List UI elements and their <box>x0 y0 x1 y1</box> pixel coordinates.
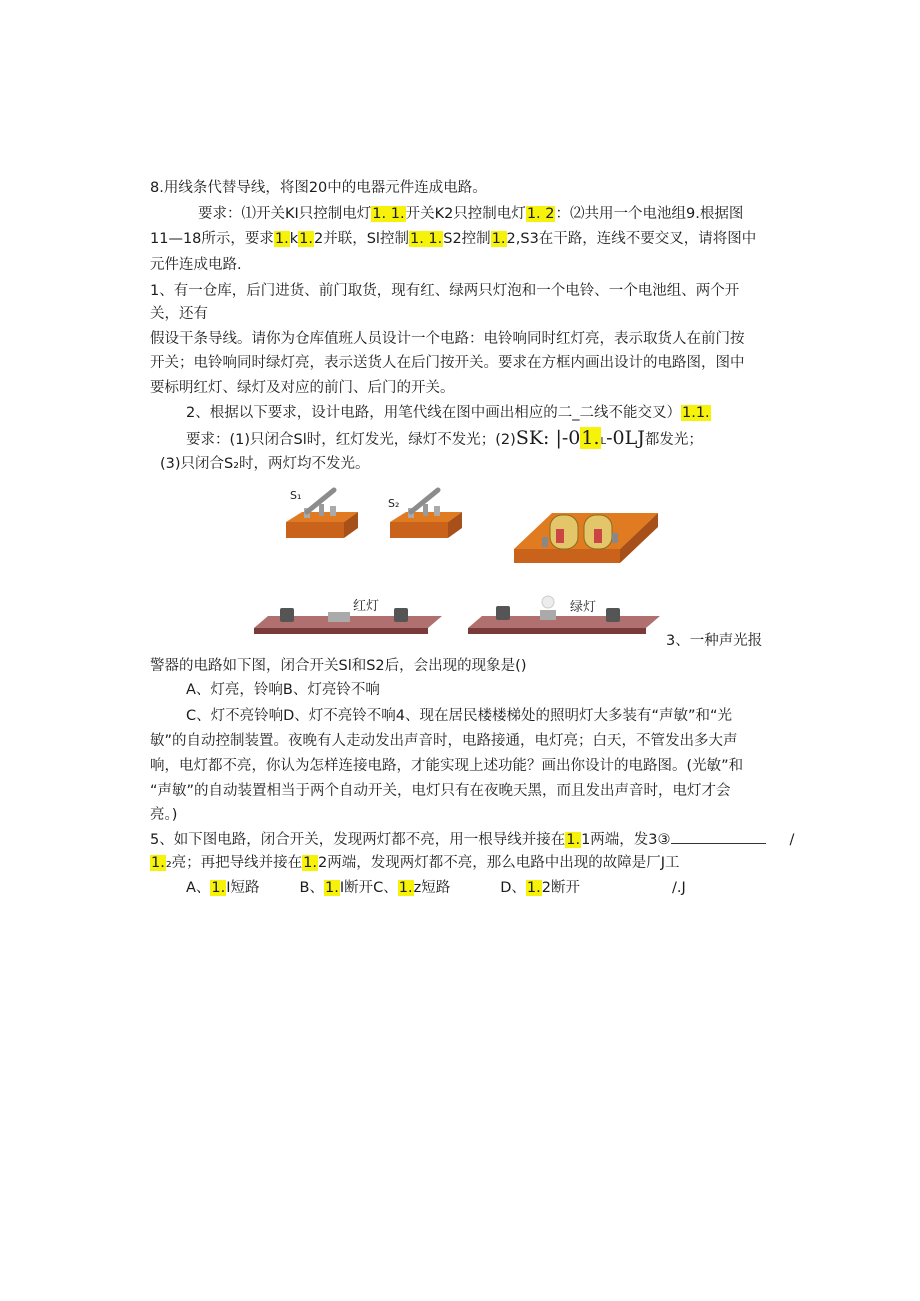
p8-line3: 元件连成电路. <box>150 257 242 273</box>
p1-line4: 开关；电铃响同时绿灯亮，表示送货人在后门按开关。要求在方框内画出设计的电路图，图中 <box>150 355 745 371</box>
battery-figure <box>512 497 662 572</box>
p3-right: 3、一种声光报 <box>666 633 763 649</box>
p8-line2: 11—18所示，要求1.k1.2并联，Sl控制1. 1.S2控制1.2,S3在干路，连线不要交叉，请将图中 <box>150 231 757 247</box>
green-lamp-figure <box>468 594 663 640</box>
green-lamp-label: 绿灯 <box>570 600 597 615</box>
p5-options: A、1.I短路 B、1.I断开C、1.z短路 D、1.2断开 /.J <box>186 880 686 896</box>
p1-line2: 关，还有 <box>150 306 208 322</box>
p8-title: 8.用线条代替导线，将图20中的电器元件连成电路。 <box>150 180 487 196</box>
p2-line3: (3)只闭合S₂时，两灯均不发光。 <box>160 456 370 472</box>
p5-line1: 5、如下图电路，闭合开关，发现两灯都不亮，用一根导线并接在1.1两端，发3③ / <box>150 829 794 850</box>
switch-s2-figure <box>386 482 466 548</box>
p4-line3: 响，电灯都不亮，你认为怎样连接电路，才能实现上述功能？画出你设计的电路图。(光敏”和 <box>150 758 744 774</box>
p4-line1: C、灯不亮铃响D、灯不亮铃不响4、现在居民楼楼梯处的照明灯大多装有“声敏”和“光 <box>186 708 733 724</box>
p3-line2: A、灯亮，铃响B、灯亮铃不响 <box>186 682 380 698</box>
p2-line2: 要求：(1)只闭合Sl时，红灯发光，绿灯不发光；(2)SK: |-01.L-0LJ都发光； <box>186 427 703 449</box>
red-lamp-label: 红灯 <box>353 599 380 614</box>
p1-line5: 要标明红灯、绿灯及对应的前门、后门的开关。 <box>150 380 455 396</box>
p4-line4: “声敏”的自动装置相当于两个自动开关，电灯只有在夜晚天黑，而且发出声音时，电灯才会 <box>150 783 731 799</box>
p4-line2: 敏”的自动控制装置。夜晚有人走动发出声音时，电路接通，电灯亮；白天，不管发出多大声 <box>150 733 738 749</box>
s2-label: S₂ <box>388 497 400 510</box>
p8-line1: 要求：⑴开关KI只控制电灯1. 1.开关K2只控制电灯1. 2：⑵共用一个电池组9.根据图 <box>198 206 744 222</box>
p3-line1: 警器的电路如下图，闭合开关Sl和S2后，会出现的现象是() <box>150 658 527 674</box>
p1-line1: 1、有一仓库，后门进货、前门取货，现有红、绿两只灯泡和一个电铃、一个电池组、两个开 <box>150 283 740 299</box>
p1-line3: 假设干条导线。请你为仓库值班人员设计一个电路：电铃响同时红灯亮，表示取货人在前门按 <box>150 331 745 347</box>
s1-label: S₁ <box>290 489 302 502</box>
p2-line1: 2、根据以下要求，设计电路，用笔代线在图中画出相应的二_二线不能交叉）1.1. <box>186 405 710 421</box>
p5-line2: 1.₂亮；再把导线并接在1.2两端，发现两灯都不亮，那么电路中出现的故障是厂J工 <box>151 855 680 871</box>
red-lamp-figure <box>254 602 444 638</box>
p4-line5: 亮。) <box>150 807 178 823</box>
